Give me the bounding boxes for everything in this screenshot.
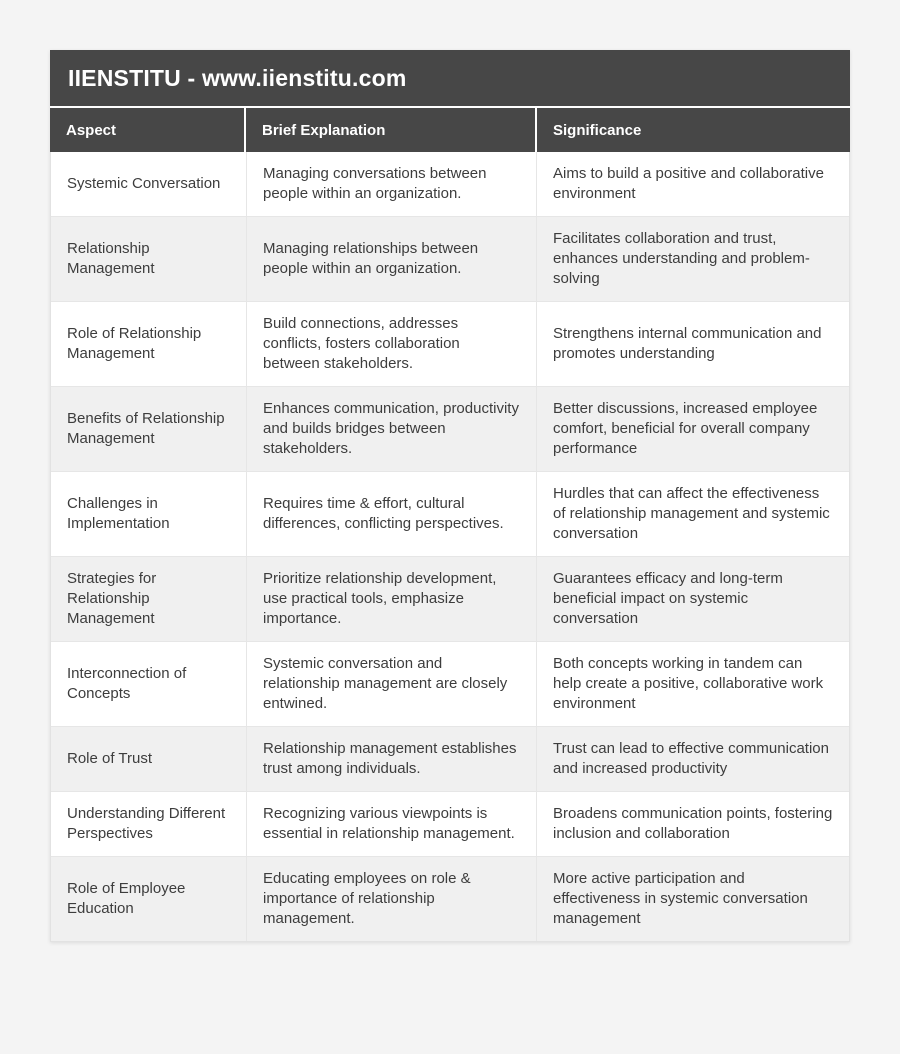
cell-text: Trust can lead to effective communication and increased productivity (553, 740, 829, 777)
cell-significance (537, 727, 849, 791)
cell-significance (537, 557, 849, 641)
cell-text: Role of Employee Education (67, 880, 186, 917)
cell-text: More active participation and effectiveness in systemic conversation management (553, 870, 808, 927)
cell-text: Hurdles that can affect the effectiveness of relationship management and systemic conversation (553, 485, 830, 542)
cell-text: Strategies for Relationship Management (67, 570, 157, 627)
table-header-row (50, 108, 850, 152)
cell-text: Recognizing various viewpoints is essential in relationship management. (263, 805, 515, 842)
cell-text: Educating employees on role & importance of relationship management. (263, 870, 471, 927)
cell-significance (537, 472, 849, 556)
cell-significance (537, 857, 849, 941)
cell-aspect (51, 857, 247, 941)
cell-aspect (51, 727, 247, 791)
cell-aspect (51, 302, 247, 386)
table-title-bar (50, 50, 850, 106)
cell-aspect (51, 557, 247, 641)
cell-text: Role of Trust (67, 750, 153, 767)
table-row (51, 472, 849, 557)
cell-text: Role of Relationship Management (67, 325, 202, 362)
table-row (51, 857, 849, 941)
cell-text: Broadens communication points, fostering inclusion and collaboration (553, 805, 833, 842)
table-row (51, 217, 849, 302)
cell-significance (537, 302, 849, 386)
cell-explanation (247, 387, 537, 471)
cell-text: Systemic Conversation (67, 175, 221, 192)
cell-explanation (247, 727, 537, 791)
cell-explanation (247, 857, 537, 941)
cell-text: Strengthens internal communication and promotes understanding (553, 325, 822, 362)
table-row (51, 387, 849, 472)
table-title: IIENSTITU - www.iienstitu.com (68, 65, 407, 91)
cell-aspect (51, 642, 247, 726)
cell-explanation (247, 557, 537, 641)
cell-explanation (247, 217, 537, 301)
cell-text: Relationship management establishes trust among individuals. (263, 740, 517, 777)
cell-explanation (247, 642, 537, 726)
cell-text: Facilitates collaboration and trust, enhances understanding and problem-solving (553, 230, 810, 287)
column-header-significance: Significance (537, 108, 850, 152)
cell-significance (537, 217, 849, 301)
cell-text: Enhances communication, productivity and builds bridges between stakeholders. (263, 400, 519, 457)
table-row (51, 792, 849, 857)
cell-text: Aims to build a positive and collaborative environment (553, 165, 824, 202)
cell-text: Both concepts working in tandem can help create a positive, collaborative work environment (553, 655, 824, 712)
cell-significance (537, 387, 849, 471)
cell-explanation (247, 792, 537, 856)
table-row (51, 152, 849, 217)
cell-text: Better discussions, increased employee comfort, beneficial for overall company performance (553, 400, 818, 457)
cell-aspect (51, 152, 247, 216)
cell-text: Benefits of Relationship Management (67, 410, 225, 447)
table-row (51, 557, 849, 642)
table-row (51, 302, 849, 387)
cell-text: Build connections, addresses conflicts, fosters collaboration between stakeholders. (263, 315, 460, 372)
table-body (50, 152, 850, 942)
cell-significance (537, 792, 849, 856)
cell-text: Managing relationships between people within an organization. (263, 240, 479, 277)
table-row (51, 642, 849, 727)
cell-text: Understanding Different Perspectives (67, 805, 226, 842)
cell-aspect (51, 387, 247, 471)
table-card (50, 50, 850, 942)
cell-explanation (247, 472, 537, 556)
column-header-aspect: Aspect (50, 108, 244, 152)
cell-explanation (247, 302, 537, 386)
cell-aspect (51, 472, 247, 556)
column-header-brief-explanation: Brief Explanation (246, 108, 535, 152)
cell-aspect (51, 217, 247, 301)
cell-significance (537, 642, 849, 726)
cell-text: Systemic conversation and relationship management are closely entwined. (263, 655, 508, 712)
cell-text: Managing conversations between people within an organization. (263, 165, 487, 202)
cell-text: Prioritize relationship development, use practical tools, emphasize importance. (263, 570, 497, 627)
cell-text: Requires time & effort, cultural differences, conflicting perspectives. (263, 495, 504, 532)
cell-text: Guarantees efficacy and long-term beneficial impact on systemic conversation (553, 570, 783, 627)
cell-text: Relationship Management (67, 240, 155, 277)
cell-text: Challenges in Implementation (67, 495, 170, 532)
cell-explanation (247, 152, 537, 216)
table-row (51, 727, 849, 792)
cell-aspect (51, 792, 247, 856)
cell-significance (537, 152, 849, 216)
cell-text: Interconnection of Concepts (67, 665, 187, 702)
